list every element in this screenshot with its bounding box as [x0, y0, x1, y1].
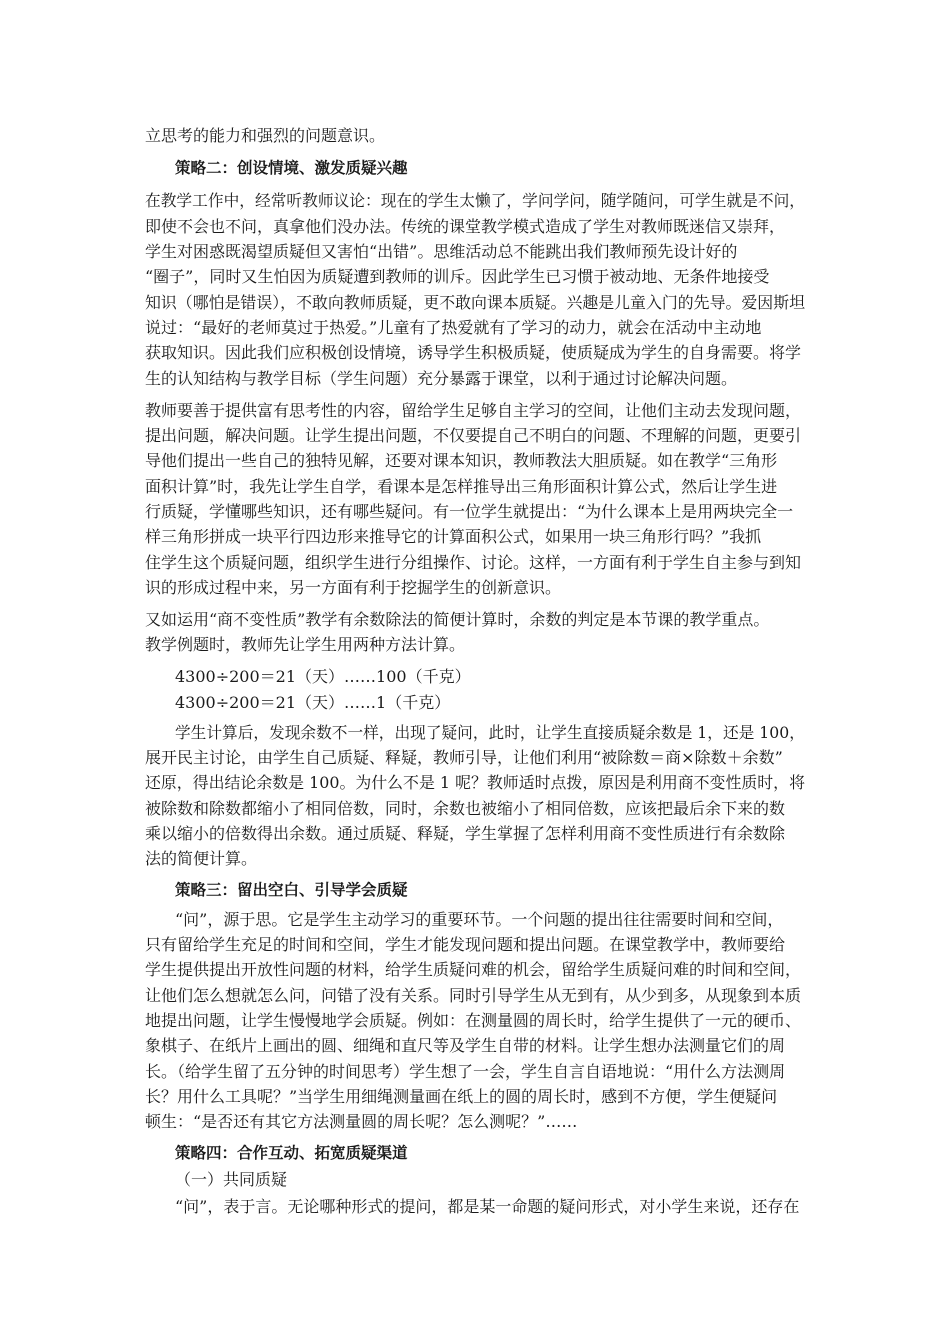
text-line: 学生提供提出开放性问题的材料，给学生质疑问难的机会，留给学生质疑问难的时间和空间，: [145, 960, 802, 979]
text-line: 提出问题，解决问题。让学生提出问题，不仅要提自己不明白的问题、不理解的问题，更要引: [145, 426, 802, 445]
text-line: 即使不会也不问，真拿他们没办法。传统的课堂教学模式造成了学生对教师既迷信又崇拜，: [145, 217, 786, 236]
text-line: 说过：“最好的老师莫过于热爱。”儿童有了热爱就有了学习的动力，就会在活动中主动地: [145, 318, 762, 337]
text-line: 象棋子、在纸片上画出的圆、细绳和直尺等及学生自带的材料。让学生想办法测量它们的周: [145, 1036, 786, 1055]
text-line: 顿生：“是否还有其它方法测量圆的周长呢？怎么测呢？”……: [145, 1112, 578, 1131]
subsection-heading: （一）共同质疑: [175, 1170, 288, 1189]
section-heading-strategy-4: 策略四：合作互动、拓宽质疑渠道: [175, 1144, 408, 1162]
text-line: 住学生这个质疑问题，组织学生进行分组操作、讨论。这样，一方面有利于学生自主参与到知: [145, 553, 802, 572]
text-line: 面积计算”时，我先让学生自学，看课本是怎样推导出三角形面积计算公式，然后让学生进: [145, 477, 778, 496]
text-line: 立思考的能力和强烈的问题意识。: [145, 126, 386, 145]
text-line: 导他们提出一些自己的独特见解，还要对课本知识，教师教法大胆质疑。如在教学“三角形: [145, 451, 778, 470]
text-line: 在教学工作中，经常听教师议论：现在的学生太懒了，学问学问，随学随问，可学生就是不问，: [145, 191, 806, 210]
text-line: “圈子”，同时又生怕因为质疑遭到教师的训斥。因此学生已习惯于被动地、无条件地接受: [145, 267, 770, 286]
text-line: 乘以缩小的倍数得出余数。通过质疑、释疑，学生掌握了怎样利用商不变性质进行有余数除: [145, 824, 786, 843]
text-line: 只有留给学生充足的时间和空间，学生才能发现问题和提出问题。在课堂教学中，教师要给: [145, 935, 786, 954]
text-line: 获取知识。因此我们应积极创设情境，诱导学生积极质疑，使质疑成为学生的自身需要。将学: [145, 343, 802, 362]
text-line: 样三角形拼成一块平行四边形来推导它的计算面积公式，如果用一块三角形行吗？”我抓: [145, 527, 762, 546]
text-line: 教学例题时，教师先让学生用两种方法计算。: [145, 635, 466, 654]
formula-line: 4300÷200＝21（天）……1（千克）: [175, 693, 451, 712]
text-line: 生的认知结构与教学目标（学生问题）充分暴露于课堂，以利于通过讨论解决问题。: [145, 369, 738, 388]
text-line: 地提出问题，让学生慢慢地学会质疑。例如：在测量圆的周长时，给学生提供了一元的硬币、: [145, 1011, 802, 1030]
text-line: 知识（哪怕是错误），不敢向教师质疑，更不敢向课本质疑。兴趣是儿童入门的先导。爱因斯坦: [145, 293, 806, 312]
text-line: 长。（给学生留了五分钟的时间思考）学生想了一会，学生自言自语地说：“用什么方法测周: [145, 1062, 786, 1081]
text-line: 还原，得出结论余数是 100。为什么不是 1 呢？教师适时点拨，原因是利用商不变性质时，将: [145, 773, 805, 792]
text-line: 学生对困惑既渴望质疑但又害怕“出错”。思维活动总不能跳出我们教师预先设计好的: [145, 242, 738, 261]
text-line: 行质疑，学懂哪些知识，还有哪些疑问。有一位学生就提出：“为什么课本上是用两块完全一: [145, 502, 794, 521]
text-line: 法的简便计算。: [145, 849, 258, 868]
text-line: 又如运用“商不变性质”教学有余数除法的简便计算时，余数的判定是本节课的教学重点。: [145, 610, 770, 629]
text-line: 长？用什么工具呢？”当学生用细绳测量画在纸上的圆的周长时，感到不方便，学生便疑问: [145, 1087, 778, 1106]
text-line: 让他们怎么想就怎么问，问错了没有关系。同时引导学生从无到有，从少到多，从现象到本质: [145, 986, 802, 1005]
section-heading-strategy-3: 策略三：留出空白、引导学会质疑: [175, 881, 408, 899]
text-line: 展开民主讨论，由学生自己质疑、释疑，教师引导，让他们利用“被除数＝商×除数＋余数”: [145, 748, 783, 767]
section-heading-strategy-2: 策略二：创设情境、激发质疑兴趣: [175, 159, 408, 177]
text-line: 教师要善于提供富有思考性的内容，留给学生足够自主学习的空间，让他们主动去发现问题，: [145, 401, 802, 420]
text-line: 识的形成过程中来，另一方面有利于挖掘学生的创新意识。: [145, 578, 562, 597]
text-line: 学生计算后，发现余数不一样，出现了疑问，此时，让学生直接质疑余数是 1，还是 100，: [175, 723, 805, 742]
text-line: 被除数和除数都缩小了相同倍数，同时，余数也被缩小了相同倍数，应该把最后余下来的数: [145, 799, 786, 818]
formula-line: 4300÷200＝21（天）……100（千克）: [175, 667, 471, 686]
text-line: “问”，表于言。无论哪种形式的提问，都是某一命题的疑问形式，对小学生来说，还存在: [175, 1197, 800, 1216]
text-line: “问”，源于思。它是学生主动学习的重要环节。一个问题的提出往往需要时间和空间，: [175, 910, 784, 929]
